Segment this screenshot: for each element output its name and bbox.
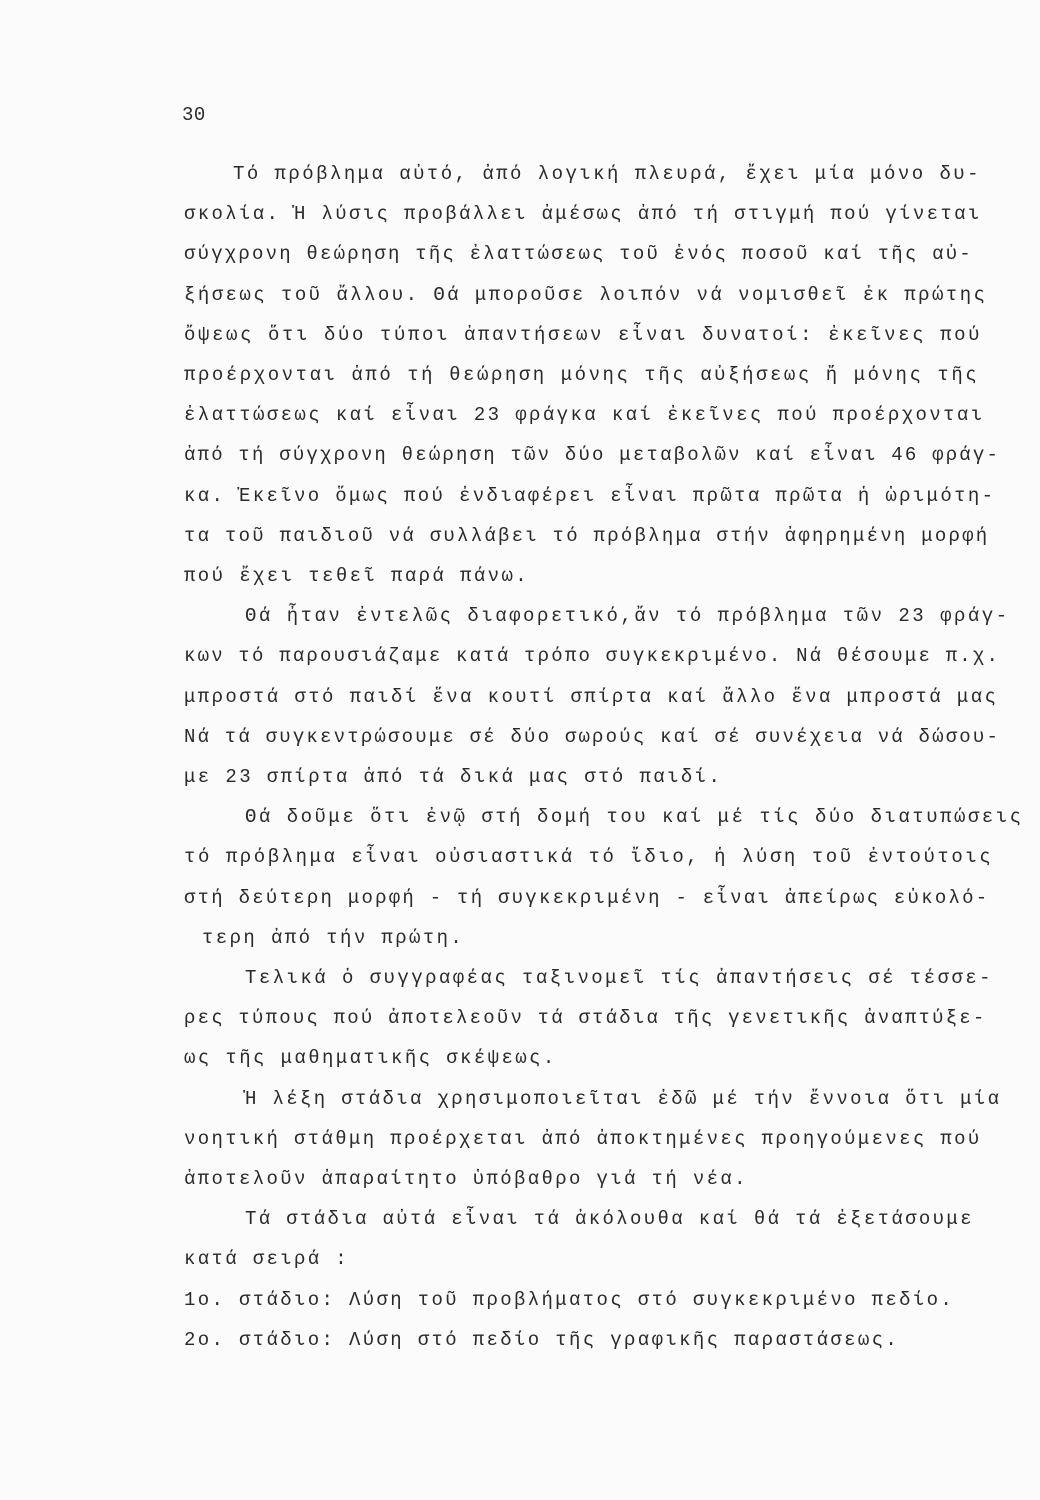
text-line: ξήσεως τοῦ ἄλλου. Θά μποροῦσε λοιπόν νά νομισθεῖ ἐκ πρώτης [184, 284, 988, 306]
text-line: τα τοῦ παιδιοῦ νά συλλάβει τό πρόβλημα στήν ἀφηρημένη μορφή [184, 525, 990, 547]
text-line: Τά στάδια αὐτά εἶναι τά ἀκόλουθα καί θά τά ἐξετάσουμε [245, 1208, 974, 1230]
text-line: πού ἔχει τεθεῖ παρά πάνω. [184, 565, 530, 587]
text-line: κων τό παρουσιάζαμε κατά τρόπο συγκεκριμένο. Νά θέσουμε π.χ. [184, 645, 1001, 667]
text-line: ἀπό τή σύγχρονη θεώρηση τῶν δύο μεταβολῶν καί εἶναι 46 φράγ- [184, 444, 1001, 466]
text-line: προέρχονται ἀπό τή θεώρηση μόνης τῆς αὐξήσεως ἤ μόνης τῆς [184, 364, 980, 386]
text-line: κα. Ἐκεῖνο ὅμως πού ἐνδιαφέρει εἶναι πρῶτα πρῶτα ἡ ὡριμότη- [184, 485, 996, 507]
text-line: Νά τά συγκεντρώσουμε σέ δύο σωρούς καί σέ συνέχεια νά δώσου- [184, 726, 1001, 748]
text-line: ἐλαττώσεως καί εἶναι 23 φράγκα καί ἐκεῖνες πού προέρχονται [184, 404, 985, 426]
text-line: στή δεύτερη μορφή - τή συγκεκριμένη - εἶναι ἀπείρως εὐκολό- [184, 887, 990, 909]
text-line: με 23 σπίρτα ἀπό τά δικά μας στό παιδί. [184, 766, 723, 788]
page-number: 30 [182, 104, 206, 126]
text-line: τό πρόβλημα εἶναι οὐσιαστικά τό ἴδιο, ἡ λύση τοῦ ἐντούτοις [184, 846, 994, 868]
text-line: σύγχρονη θεώρηση τῆς ἐλαττώσεως τοῦ ἑνός ποσοῦ καί τῆς αὐ- [184, 243, 973, 265]
text-line: Τελικά ὁ συγγραφέας ταξινομεῖ τίς ἀπαντήσεις σέ τέσσε- [245, 967, 993, 989]
text-line: ως τῆς μαθηματικῆς σκέψεως. [184, 1047, 557, 1069]
text-line: κατά σειρά : [184, 1248, 350, 1270]
text-line: Τό πρόβλημα αὐτό, ἀπό λογική πλευρά, ἔχει μία μόνο δυ- [233, 163, 981, 185]
text-line: Ἡ λέξη στάδια χρησιμοποιεῖται ἐδῶ μέ τήν ἔννοια ὅτι μία [245, 1088, 1002, 1110]
text-line: σκολία. Ἡ λύσις προβάλλει ἀμέσως ἀπό τή στιγμή πού γίνεται [184, 203, 982, 225]
text-line: ρες τύπους πού ἀποτελεοῦν τά στάδια τῆς γενετικῆς ἀναπτύξε- [184, 1007, 987, 1029]
text-line: Θά δοῦμε ὅτι ἐνῷ στή δομή του καί μέ τίς δύο διατυπώσεις [245, 806, 1024, 828]
text-line: τερη ἀπό τήν πρώτη. [202, 927, 465, 949]
text-line: 1ο. στάδιο: Λύση τοῦ προβλήματος στό συγκεκριμένο πεδίο. [184, 1289, 955, 1311]
text-line: ἀποτελοῦν ἀπαραίτητο ὑπόβαθρο γιά τή νέα. [184, 1168, 748, 1190]
text-line: μπροστά στό παιδί ἕνα κουτί σπίρτα καί ἄλλο ἕνα μπροστά μας [184, 686, 999, 708]
text-line: ὄψεως ὅτι δύο τύποι ἀπαντήσεων εἶναι δυνατοί: ἐκεῖνες πού [184, 324, 983, 346]
text-line: 2ο. στάδιο: Λύση στό πεδίο τῆς γραφικῆς παραστάσεως. [184, 1329, 900, 1351]
text-line: Θά ἦταν ἐντελῶς διαφορετικό,ἄν τό πρόβλημα τῶν 23 φράγ- [245, 605, 1010, 627]
text-line: νοητική στάθμη προέρχεται ἀπό ἀποκτημένες προηγούμενες πού [184, 1128, 982, 1150]
